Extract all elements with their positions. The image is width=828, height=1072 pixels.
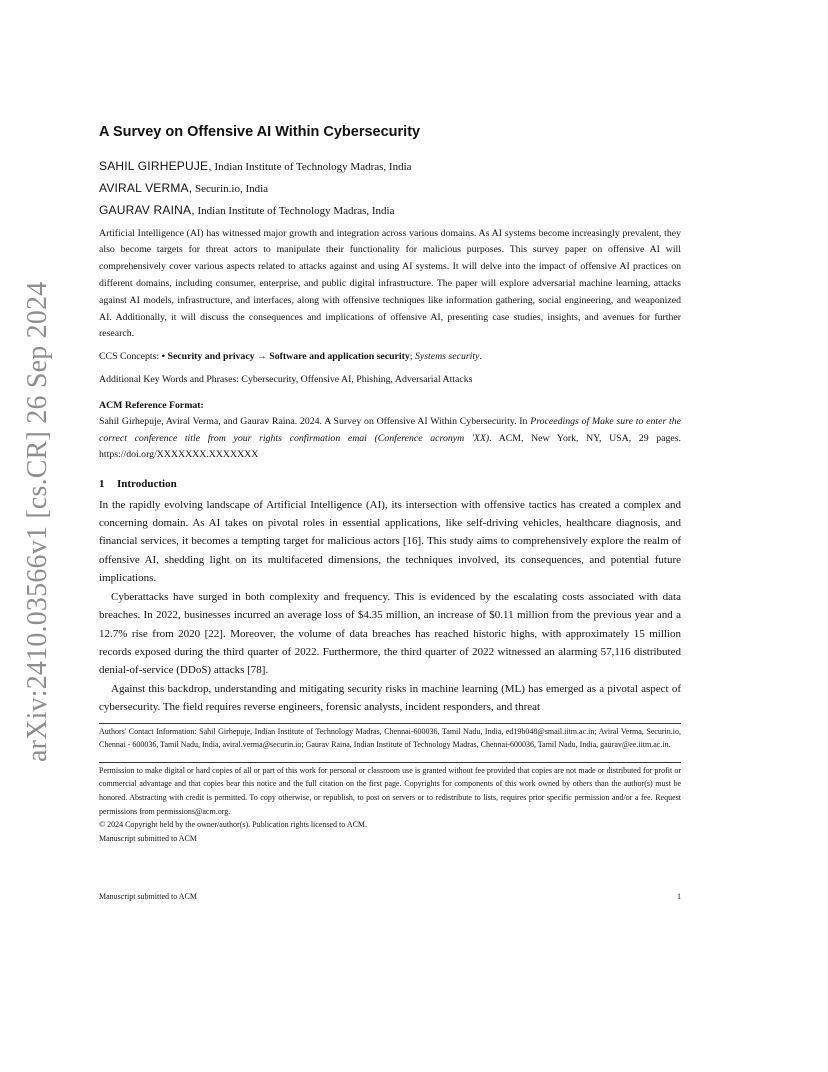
ccs-secondary-concept: Systems security (414, 351, 480, 363)
author-name: AVIRAL VERMA, (99, 180, 193, 195)
ccs-primary-concept: Security and privacy → Software and application security (167, 351, 410, 363)
ccs-concepts (99, 350, 681, 364)
author-list (99, 159, 681, 218)
acm-reference-proceedings: Proceedings of Make sure to enter the correct conference title from your rights confirmation emai (Conference acronym 'XX) (99, 416, 681, 444)
acm-reference-before: Sahil Girhepuje, Aviral Verma, and Gaurav Raina. 2024. A Survey on Offensive AI Within Cybersecurity. In (99, 416, 531, 428)
ccs-separator: ; (409, 351, 415, 363)
section-title: Introduction (117, 477, 177, 490)
arxiv-identifier: arXiv:2410.03566v1 [cs.CR] 26 Sep 2024 (22, 281, 53, 762)
author-affiliation: Indian Institute of Technology Madras, India (194, 204, 395, 217)
permission-notice: Permission to make digital or hard copies of all or part of this work for personal or classroom use is granted without fee provided that copies are not made or distributed for profit or commercial advantage and that copies bear this notice and the full citation on the first page. Copyrights for components of this work owned by others than the author(s) must be honored. Abstracting with credit is permitted. To copy otherwise, or republish, to post on servers or to redistribute to lists, requires prior specific permission and/or a fee. Request permissions from permissions@acm.org. (99, 765, 681, 816)
footer-manuscript-label: Manuscript submitted to ACM (99, 892, 197, 901)
author-entry (99, 181, 681, 196)
ccs-end: . (479, 351, 482, 363)
ccs-prefix: CCS Concepts: (99, 351, 162, 363)
acm-reference-heading: ACM Reference Format: (99, 400, 204, 412)
page-number: 1 (677, 892, 681, 901)
author-contact-info: Authors' Contact Information: Sahil Girhepuje, Indian Institute of Technology Madras, Chennai-600036, Tamil Nadu, India, ed19b048@smail.iitm.ac.in; Aviral Verma, Securin.io, Chennai - 600036, Tamil Nadu, India, aviral.verma@securin.io; Gaurav Raina, Indian Institute of Technology Madras, Chennai-600036, Tamil Nadu, India, gaurav@ee.iitm.ac.in. (99, 726, 681, 750)
author-name: SAHIL GIRHEPUJE, (99, 159, 212, 173)
body-paragraph: Cyberattacks have surged in both complexity and frequency. This is evidenced by the escalating costs associated with data breaches. In 2022, businesses incurred an average loss of $4.35 million, an increase of $0.11 million from the previous year and a 12.7% rise from 2020 [22]. Moreover, the volume of data breaches has reached historic highs, with approximately 15 million records exposed during the third quarter of 2022. Furthermore, the third quarter of 2022 witnessed an alarming 57,116 distributed denial-of-service (DDoS) attacks [78]. (99, 590, 681, 677)
ccs-bullet: • (161, 351, 168, 363)
body-paragraph: In the rapidly evolving landscape of Artificial Intelligence (AI), its intersection with offensive tactics has created a complex and concerning domain. As AI takes on pivotal roles in essential applications, like self-driving vehicles, healthcare diagnosis, and financial services, it becomes a tempting target for malicious actors [16]. This study aims to comprehensively explore the realm of offensive AI, shedding light on its multifaceted dimensions, the techniques involved, its consequences, and potential future implications. (99, 498, 681, 585)
paper-title: A Survey on Offensive AI Within Cybersecurity (99, 124, 421, 140)
acm-reference-after: . ACM, New York, NY, USA, 29 pages. https://doi.org/XXXXXXX.XXXXXXX (99, 432, 681, 461)
author-entry (99, 203, 681, 218)
page-footer (99, 892, 681, 901)
author-affiliation: Indian Institute of Technology Madras, India (211, 161, 412, 173)
copyright-notice: © 2024 Copyright held by the owner/author(s). Publication rights licensed to ACM. (99, 820, 368, 830)
author-name: GAURAV RAINA, (99, 202, 195, 217)
manuscript-note: Manuscript submitted to ACM (99, 833, 197, 843)
author-affiliation: Securin.io, India (192, 182, 269, 195)
body-paragraph: Against this backdrop, understanding and mitigating security risks in machine learning (ML) has emerged as a pivotal aspect of cybersecurity. The field requires reverse engineers, forensic analysts, incident responders, and threat (99, 682, 681, 714)
section-heading-introduction (99, 477, 681, 491)
permission-divider (99, 762, 681, 763)
paper-page (99, 124, 681, 845)
abstract: Artificial Intelligence (AI) has witnessed major growth and integration across various domains. As AI systems become increasingly prevalent, they also become targets for threat actors to manipulate their functionality for malicious purposes. This survey paper on offensive AI will comprehensively cover various aspects related to attacks against and using AI systems. It will delve into the impact of offensive AI practices on different domains, including consumer, enterprise, and public digital infrastructure. The paper will explore adversarial machine learning, attacks against AI models, infrastructure, and interfaces, along with offensive techniques like information gathering, social engineering, and weaponized AI. Additionally, it will discuss the consequences and implications of offensive AI, presenting case studies, insights, and avenues for further research. (99, 227, 681, 340)
acm-reference-text (99, 414, 681, 464)
section-number: 1 (99, 477, 105, 490)
footnote-divider (99, 723, 681, 724)
author-entry (99, 159, 681, 174)
keywords: Additional Key Words and Phrases: Cybersecurity, Offensive AI, Phishing, Adversarial Attacks (99, 374, 473, 386)
